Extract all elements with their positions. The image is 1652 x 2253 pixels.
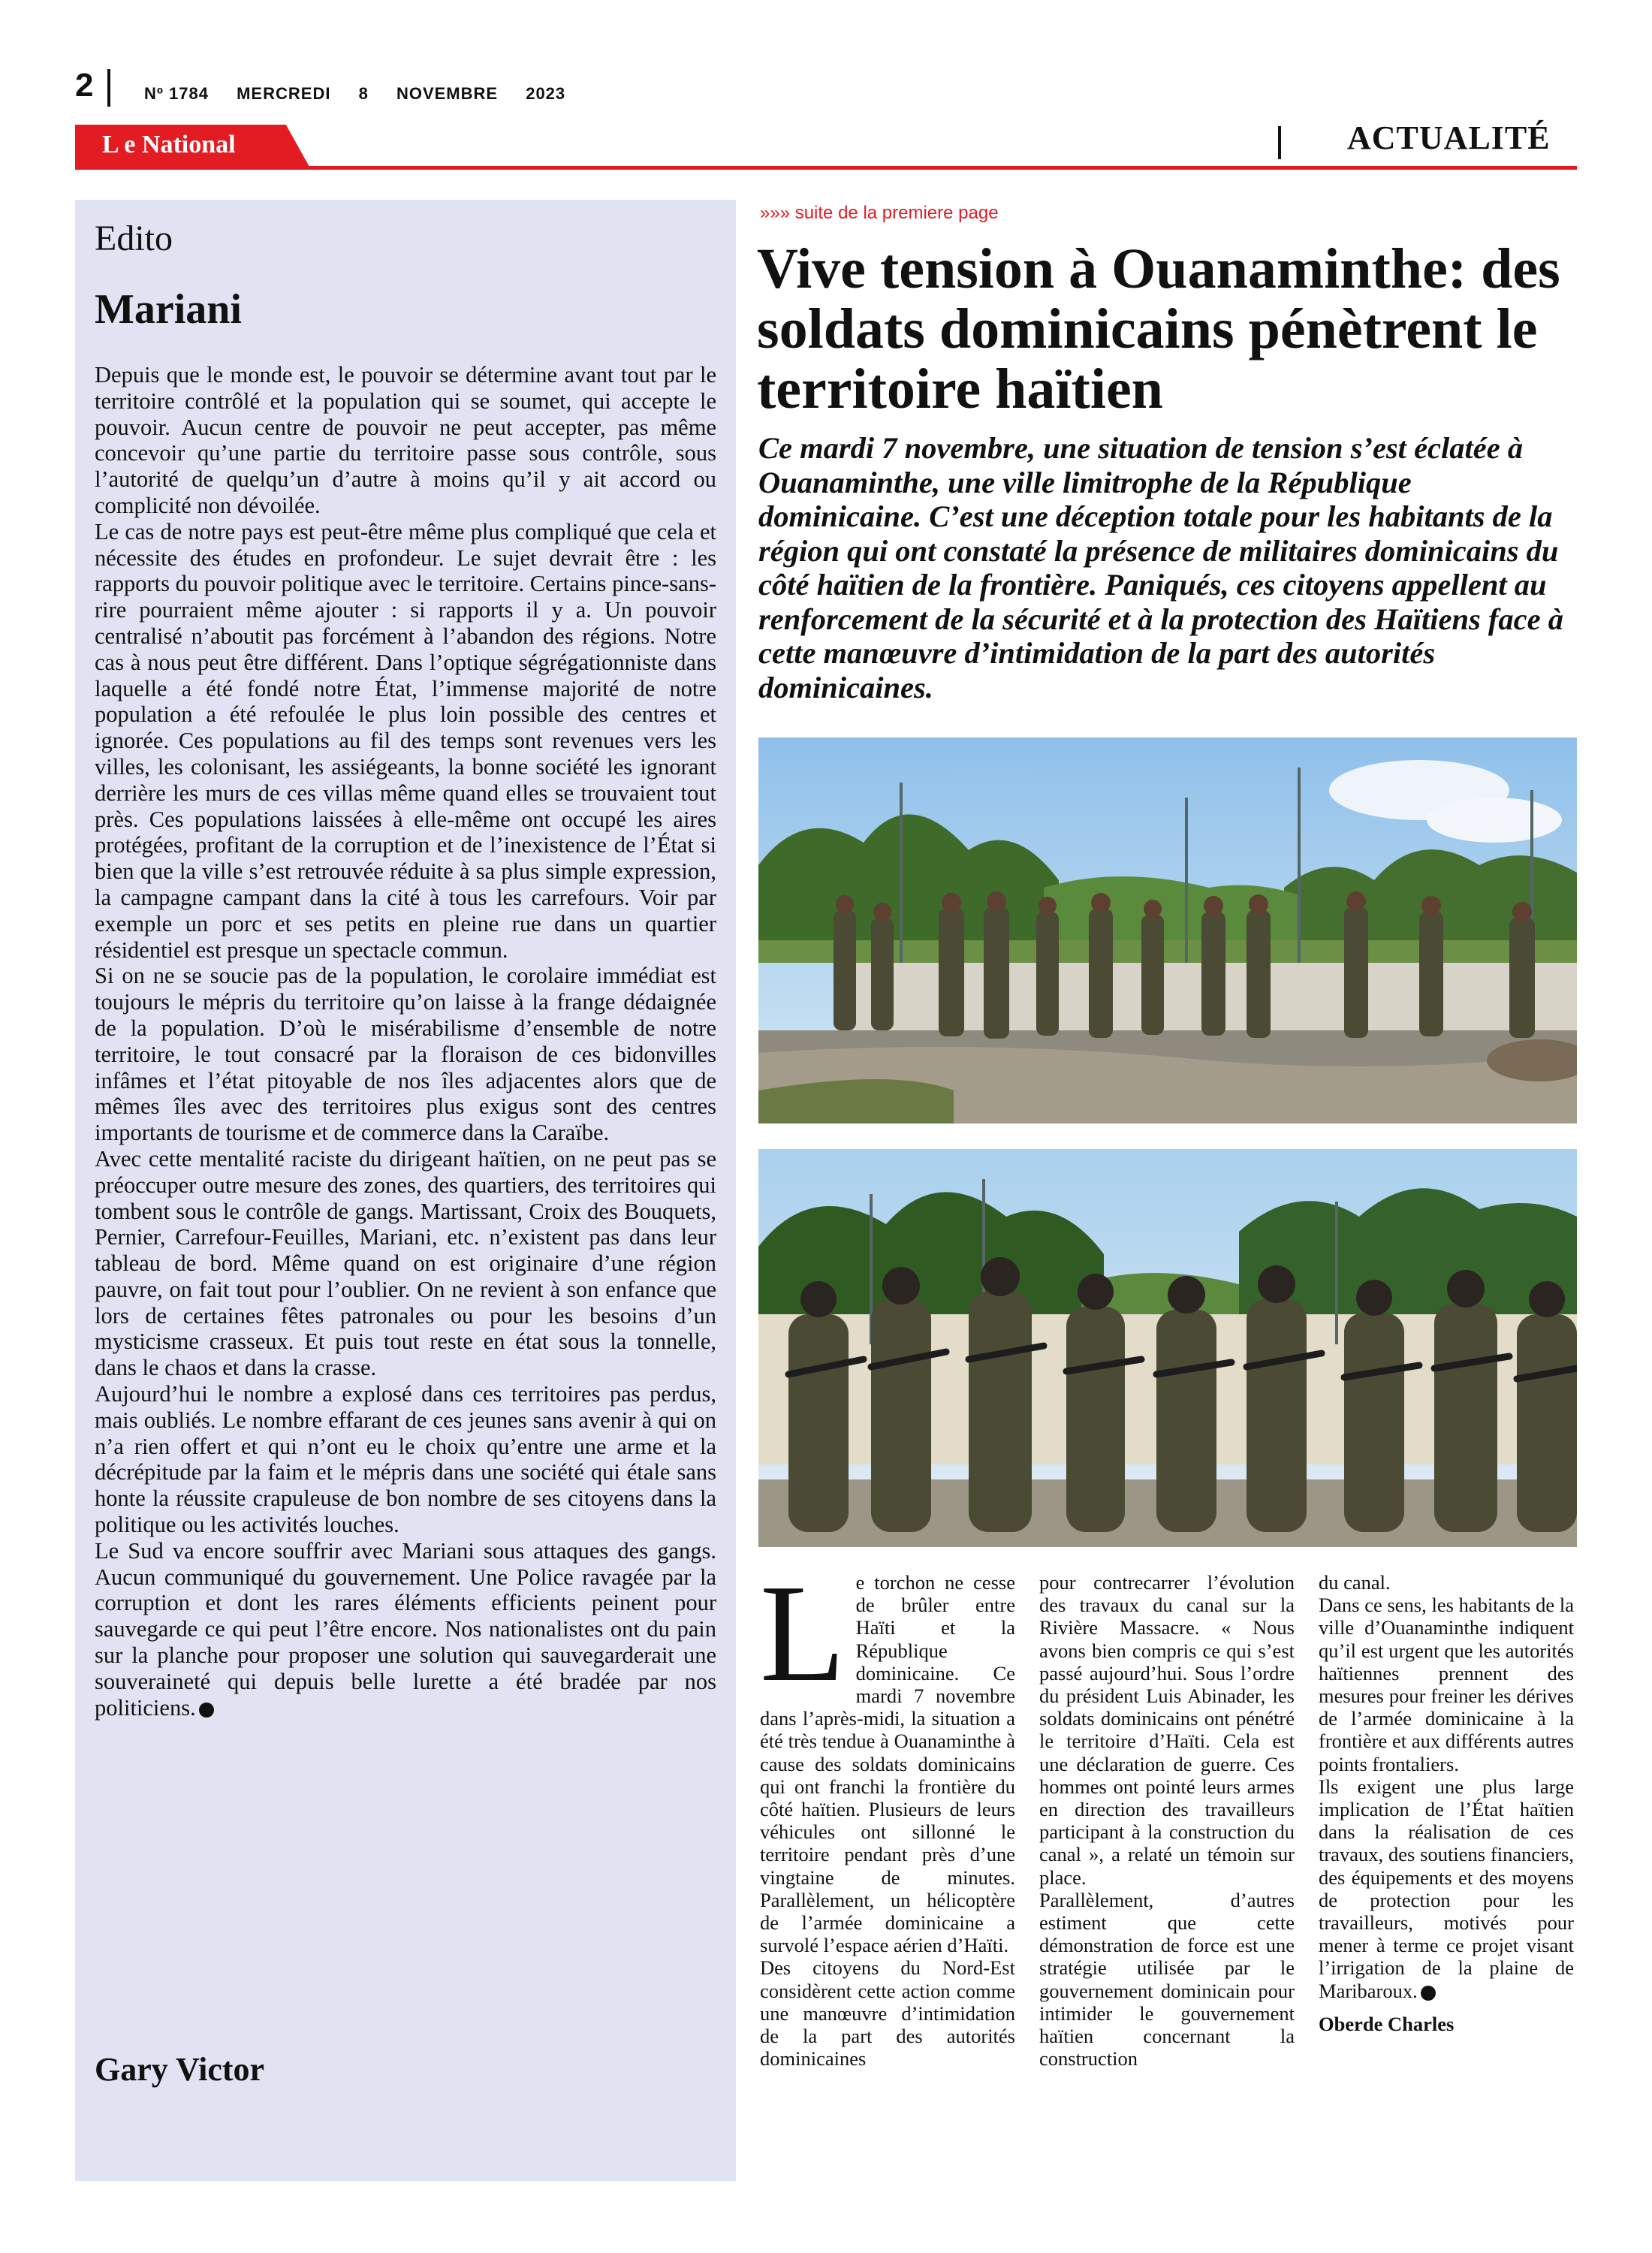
edito-paragraph: Si on ne se soucie pas de la population, le corolaire immédiat est toujours le mépris du territoire qu’on laisse à la frange dédaignée de la population. D’où le misérabilisme d’ensemble de notre territoire, le tout consacré par la floraison de ces bidonvilles infâmes et l’état pitoyable de nos îles adjacentes alors que de mêmes îles avec des territoires plus exigus sont des centres importants de tourisme et de commerce dans la Caraïbe. (95, 963, 716, 1146)
drop-cap: L (760, 1556, 846, 1711)
article-headline: Vive tension à Ouanaminthe: des soldats dominicains pénètrent le territoire haïtien (757, 237, 1560, 421)
article-paragraph-last (1319, 1775, 1574, 2002)
dateline (144, 84, 588, 104)
continuation-kicker: »»» suite de la premiere page (760, 203, 999, 223)
article-column-2 (1039, 1571, 1295, 2070)
edito-paragraph: Avec cette mentalité raciste du dirigeant haïtien, on ne peut pas se préoccuper outre mesure des zones, des quartiers, des territoires qui tombent sous le contrôle de gangs. Martissant, Croix des Bouquets, Pernier, Carrefour-Feuilles, Mariani, etc. n’existent pas dans leur tableau de bord. Même quand on est originaire d’une région pauvre, on fait tout pour l’oublier. On ne revient à son enfance que lors de certaines fêtes patronales ou pour les besoins d’un mysticisme crasseux. Et puis tout reste en état sous la tonnelle, dans le chaos et dans la crasse. (95, 1145, 716, 1381)
header-rule (75, 166, 1577, 170)
edito-kicker: Edito (95, 219, 173, 258)
day: 8 (358, 84, 369, 103)
edito-author: Gary Victor (95, 2051, 265, 2088)
article-paragraph-text: e torchon ne cesse de brûler entre Haïti et la République dominicaine. Ce mardi 7 novembre dans l’après-midi, la situation a été très tendue à Ouanaminthe à cause des soldats dominicains qui ont franchi la frontière du côté haïtien. Plusieurs de leurs véhicules ont sillonné le territoire pendant près d’une vingtaine de minutes. Parallèlement, un hélicoptère de l’armée dominicaine a survolé l’espace aérien d’Haïti. (760, 1571, 1015, 1957)
article-paragraph: Dans ce sens, les habitants de la ville d’Ouanaminthe indiquent qu’il est urgent que les autorités haïtiennes prennent des mesures pour freiner les dérives de l’armée dominicaine à la frontière et aux différents autres points frontaliers. (1319, 1594, 1574, 1775)
article-paragraph: pour contrecarrer l’évolution des travaux du canal sur la Rivière Massacre. « Nous avons bien compris ce qui s’est passé aujourd’hui. Sous l’ordre du président Luis Abinader, les soldats dominicains ont pénétré le territoire d’Haïti. Cela est une déclaration de guerre. Ces hommes ont pointé leurs armes en direction des travailleurs participant à la construction du canal », a relaté un témoin sur place. (1039, 1571, 1295, 1889)
article-byline: Oberde Charles (1319, 2012, 1455, 2035)
section-divider (1278, 126, 1281, 159)
weekday: MERCREDI (237, 84, 331, 103)
year: 2023 (526, 84, 566, 103)
article-paragraph: Parallèlement, d’autres estiment que cette démonstration de force est une stratégie utilisée par le gouvernement dominicain pour intimider le gouvernement haïtien concernant la construction (1039, 1888, 1295, 2071)
photo-soldiers-lineup (758, 737, 1577, 1123)
edito-title: Mariani (95, 286, 242, 333)
article-paragraph (760, 1556, 1015, 1957)
article-paragraph-text: Ils exigent une plus large implication de l’État haïtien dans la réalisation de ces travaux, des soutiens financiers, des équipements et des moyens de protection pour les travailleurs, motivés pour mener à terme ce projet visant l’irrigation de la plaine de Maribaroux. (1319, 1775, 1574, 2002)
photo-soldiers-armed-image (758, 1149, 1577, 1547)
article-column-1 (760, 1556, 1015, 2071)
edito-paragraph-last (95, 1538, 716, 1721)
photo-soldiers-armed (758, 1149, 1577, 1547)
edito-body (95, 362, 716, 1721)
article-column-3 (1319, 1571, 1574, 2035)
end-mark-icon (199, 1703, 214, 1718)
month: NOVEMBRE (396, 84, 499, 103)
page-number: 2 (75, 67, 94, 104)
article-paragraph: Des citoyens du Nord-Est considèrent cette action comme une manœuvre d’intimidation de la part des autorités dominicaines (760, 1956, 1015, 2071)
article-paragraph: du canal. (1319, 1571, 1391, 1594)
section-name: ACTUALITÉ (1347, 119, 1551, 156)
edito-paragraph: Le cas de notre pays est peut-être même plus compliqué que cela et nécessite des études en profondeur. Le sujet devrait être : les rapports du pouvoir politique avec le territoire. Certains pince-sans-rire pourraient même ajouter : si rapports il y a. Un pouvoir centralisé n’aboutit pas forcément à l’abandon des régions. Notre cas à nous peut être différent. Dans l’optique ségrégationniste dans laquelle a été fondé notre État, l’immense majorité de notre population a été refoulée le plus loin possible des centres et ignorée. Ces populations au fil des temps sont revenues vers les villes, les colonisant, les assiégeants, la bonne société les ignorant derrière les murs de ces villas même quand elles se trouvaient tout près. Ces populations laissées à elle-même ont occupé les aires protégées, profitant de la corruption et de l’inexistence de l’État si bien que la ville s’est retrouvée réduite à sa plus simple expression, la campagne campant dans la cité à tous les carrefours. Voir par exemple un porc et ses petits en pleine rue dans un quartier résidentiel est presque un spectacle commun. (95, 518, 716, 963)
edito-paragraph-text: Le Sud va encore souffrir avec Mariani sous attaques des gangs. Aucun communiqué du gouvernement. Une Police ravagée par la corruption et dont les rares éléments efficients peinent pour sauvegarde ce qui peut l’être encore. Nos nationalistes ont du pain sur la planche pour proposer une solution qui sauvegarderait une souveraineté qui depuis belle lurette a été bradée par nos politiciens. (95, 1537, 716, 1721)
edito-paragraph: Aujourd’hui le nombre a explosé dans ces territoires pas perdus, mais oubliés. Le nombre effarant de ces jeunes sans avenir à qui on n’a rien offert et qui n’ont eu le choix qu’entre une arme et la décrépitude par la faim et le mépris dans une société qui étale sans honte la réussite crapuleuse de bon nombre de ses citoyens dans la politique ou les activités louches. (95, 1381, 716, 1538)
article-deck: Ce mardi 7 novembre, une situation de tension s’est éclatée à Ouanaminthe, une ville limitrophe de la République dominicaine. C’est une déception totale pour les habitants de la région qui ont constaté la présence de militaires dominicains du côté haïtien de la frontière. Paniqués, ces citoyens appellent au renforcement de la sécurité et à la protection des Haïtiens face à cette manœuvre d’intimidation de la part des autorités dominicaines. (758, 431, 1563, 704)
end-mark-icon (1421, 1986, 1436, 2001)
photo-soldiers-lineup-image (758, 737, 1577, 1123)
page-number-divider (107, 69, 110, 107)
edito-paragraph: Depuis que le monde est, le pouvoir se détermine avant tout par le territoire contrôlé et la population qui se soumet, qui accepte le pouvoir. Aucun centre de pouvoir ne peut accepter, pas même concevoir qu’une partie du territoire passe sous contrôle, sous l’autorité de quelqu’un d’autre à moins qu’il y ait accord ou complicité non dévoilée. (95, 362, 716, 518)
issue-number: Nº 1784 (144, 84, 209, 103)
publication-name: L e National (102, 131, 236, 158)
